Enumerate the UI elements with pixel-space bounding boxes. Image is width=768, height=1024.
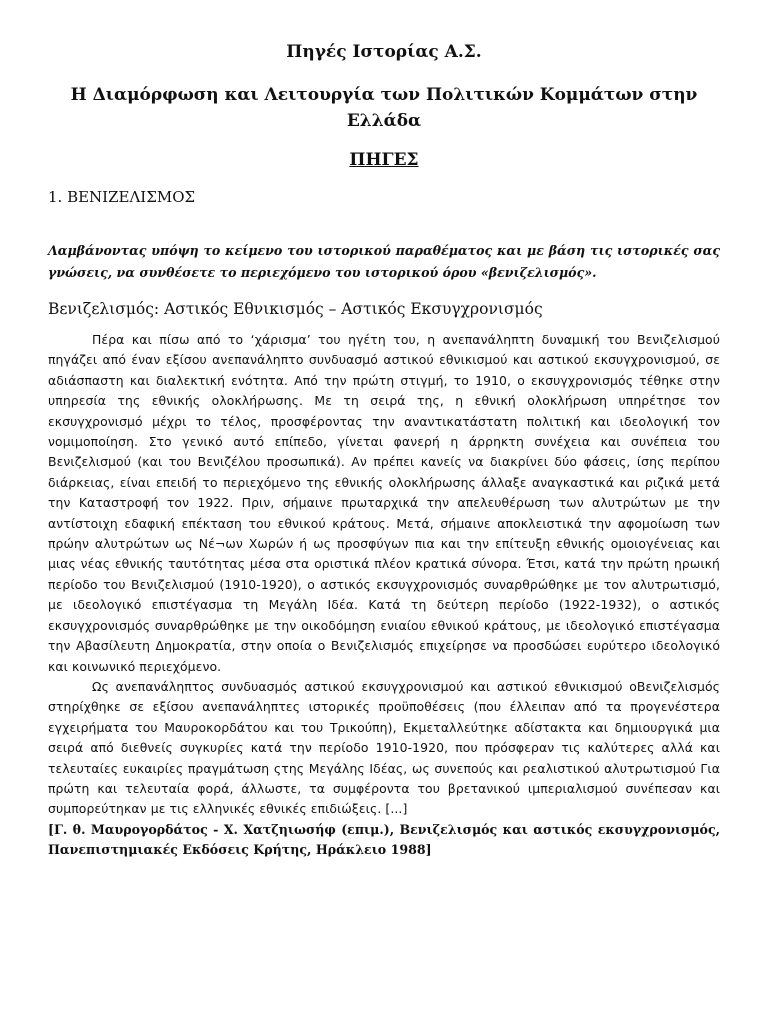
passage-paragraph: Πέρα και πίσω από το ‘χάρισμα’ του ηγέτη του, η ανεπανάληπτη δυναμική του Βενιζελισμού πηγάζει από έναν εξίσου ανεπανάληπτο συνδυασμό αστικού εθνικισμού και αστικού εκσυγχρονισμού, σε αδιάσπαστη και διαλεκτική ενότητα. Από την πρώτη στιγμή, το 1910, ο εκσυγχρονισμός τέθηκε στην υπηρεσία της εθνικής ολοκλήρωσης. Με τη σειρά της, η εθνική ολοκλήρωση υπηρέτησε τον εκσυγχρονισμό μέχρι το τέλος, προσφέροντας την αναντικατάστατη πολιτική και ιδεολογική τον νομιμοποίηση. Στο γενικό αυτό επίπεδο, γίνεται φανερή η άρρηκτη συνέχεια και συνέπεια του Βενιζελισμού (και του Βενιζέλου προσωπικά). Αν πρέπει κανείς να διακρίνει δύο φάσεις, ίσης περίπου διάρκειας, είναι επειδή το περιεχόμενο της εθνικής ολοκλήρωσης άλλαξε αναγκαστικά και ριζικά μετά την Καταστροφή τον 1922. Πριν, σήμαινε πρωταρχικά την απελευθέρωση των αλυτρώτων με την αντίστοιχη εδαφική επέκταση του εθνικού κράτους. Μετά, σήμαινε αποκλειστικά την αφομοίωση των πρώην αλυτρώτων ως Νέ¬ων Χωρών ή ως προσφύγων πια και την επίτευξη εθνικής ομοιογένειας και μιας νέας εθνικής ταυτότητας μέσα στα οριστικά πλέον κρατικά σύνορα. Έτσι, κατά την πρώτη ηρωική περίοδο του Βενιζελισμού (1910-1920), ο αστικός εκσυγχρονισμός συναρθρώθηκε με τον αλυτρωτισμό, με ιδεολογικό επιστέγασμα τη Μεγάλη Ιδέα. Κατά τη δεύτερη περίοδο (1922-1932), ο αστικός εκσυγχρονισμός συναρθρώθηκε με την οικοδόμηση ενιαίου εθνικού κράτους, με ιδεολογικό επιστέγασμα την Αβασίλευτη Δημοκρατία, στην οποία ο Βενιζελισμός επιχείρησε να προσδώσει ευρύτερο ιδεολογικό και κοινωνικό περιεχόμενο. xyxy=(48,332,720,674)
document-subtitle: Η Διαμόρφωση και Λειτουργία των Πολιτικών Κομμάτων στην Ελλάδα xyxy=(70,85,698,131)
passage-paragraph: Ως ανεπανάληπτος συνδυασμός αστικού εκσυγχρονισμού και αστικού εθνικισμού οΒενιζελισμός στηρίχθηκε σε εξίσου ανεπανάληπτες ιστορικές προϋποθέσεις (που έλλειπαν από τα προγενέστερα εγχειρήματα του Μαυροκορδάτου και του Τρικούπη), Εκμεταλλεύτηκε αδίστακτα και δημιουργικά μια σειρά από διεθνείς συγκυρίες κατά την περίοδο 1910-1920, που πρόσφεραν τις καλύτερες αλλά και τελευταίες ευκαιρίες πραγμάτωση ςτης Μεγάλης Ιδέας, ως συνεπούς και ρεαλιστικού αλυτρωτισμού Για πρώτη και τελευταία φορά, άλλωστε, τα συμφέροντα του βρετανικού ιμπεριαλισμού συνέπεσαν και συμπορεύτηκαν με τις ελληνικές εθνικές επιδιώξεις. [...] xyxy=(48,678,720,817)
task-instruction: Λαμβάνοντας υπόψη το κείμενο του ιστορικού παραθέματος και με βάση τις ιστορικές σας γνώσεις, να συνθέσετε το περιεχόμενο του ιστορικού όρου «βενιζελισμός». xyxy=(48,243,720,280)
passage-body xyxy=(48,330,720,820)
document-title: Πηγές Ιστορίας Α.Σ. xyxy=(286,42,482,62)
source-citation: [Γ. θ. Μαυρογορδάτος - Χ. Χατζηιωσήφ (επιμ.), Βενιζελισμός και αστικός εκσυγχρονισμός, Πανεπιστημιακές Εκδόσεις Κρήτης, Ηράκλειο 1988] xyxy=(48,821,720,857)
passage-title: Βενιζελισμός: Αστικός Εθνικισμός – Αστικός Εκσυγχρονισμός xyxy=(48,300,543,318)
sources-heading: ΠΗΓΕΣ xyxy=(349,150,419,170)
section-heading: 1. ΒΕΝΙΖΕΛΙΣΜΟΣ xyxy=(48,188,196,206)
